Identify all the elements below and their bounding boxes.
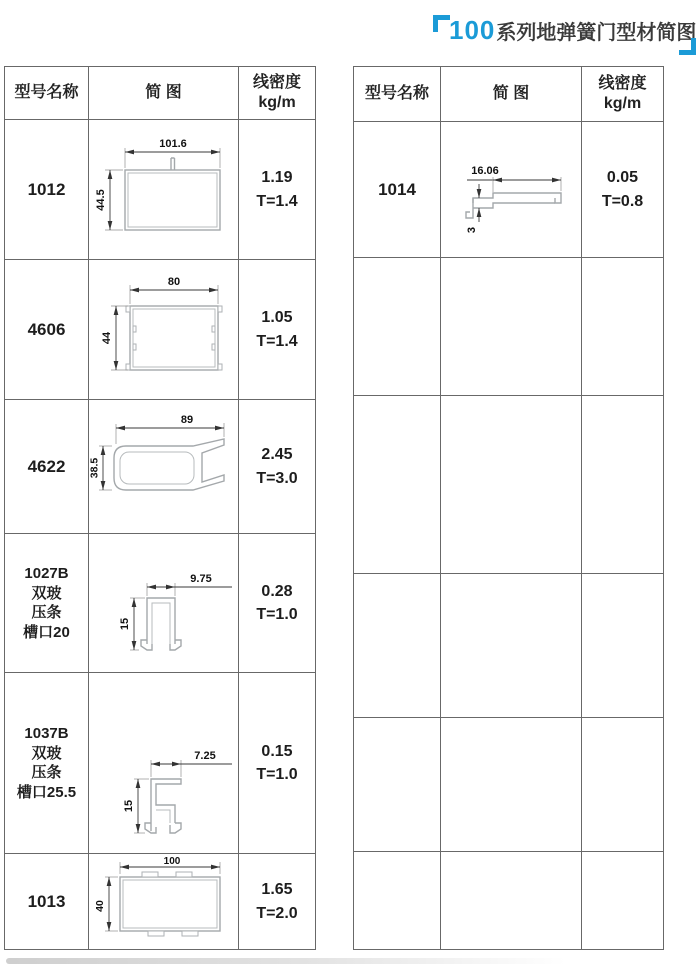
profile-1012-diagram (89, 120, 238, 259)
right-header-diagram: 简 图 (441, 67, 582, 122)
model-cell-1014: 1014 (354, 122, 441, 258)
dim-height-label: 3 (466, 226, 478, 234)
empty-density-cell (582, 718, 664, 852)
title-series-number: 100 (449, 15, 496, 45)
density-cell-1012: 1.19 T=1.4 (239, 120, 316, 260)
density-cell-4606: 1.05 T=1.4 (239, 260, 316, 400)
left-header-density: 线密度 kg/m (239, 67, 316, 120)
dim-width-label: 7.25 (194, 750, 216, 762)
title-bracket-close-icon (679, 38, 696, 55)
right-header-density: 线密度 kg/m (582, 67, 664, 122)
density-cell-1027B: 0.28 T=1.0 (239, 534, 316, 673)
dim-width-label: 80 (167, 276, 181, 288)
empty-diagram-cell (441, 396, 582, 574)
empty-density-cell (582, 396, 664, 574)
diagram-cell-1027B (89, 534, 239, 673)
empty-diagram-cell (441, 258, 582, 396)
model-cell-4622: 4622 (5, 400, 89, 534)
empty-model-cell (354, 852, 441, 950)
density-cell-1013: 1.65 T=2.0 (239, 854, 316, 950)
model-cell-4606: 4606 (5, 260, 89, 400)
profile-1014-diagram (441, 122, 581, 257)
dim-width-label: 9.75 (190, 573, 212, 585)
empty-model-cell (354, 574, 441, 718)
dim-width-label: 89 (180, 414, 194, 426)
left-profile-table (4, 66, 316, 950)
empty-diagram-cell (441, 718, 582, 852)
right-header-model: 型号名称 (354, 67, 441, 122)
dim-height-label: 15 (119, 617, 131, 631)
empty-model-cell (354, 718, 441, 852)
model-cell-1027B: 1027B 双玻 压条 槽口20 (5, 534, 89, 673)
page-title (433, 15, 696, 53)
dim-height-label: 44 (101, 331, 113, 345)
profile-4606-diagram (89, 260, 238, 399)
dim-height-label: 40 (94, 900, 106, 912)
empty-density-cell (582, 852, 664, 950)
profile-1013-diagram (89, 854, 238, 949)
profile-1027B-diagram (89, 534, 238, 672)
density-cell-1014: 0.05 T=0.8 (582, 122, 664, 258)
dim-height-label: 44.5 (95, 189, 107, 211)
left-header-diagram: 简 图 (89, 67, 239, 120)
empty-diagram-cell (441, 574, 582, 718)
empty-model-cell (354, 258, 441, 396)
profile-1037B-diagram (89, 673, 238, 853)
diagram-cell-1037B (89, 673, 239, 854)
diagram-cell-1013 (89, 854, 239, 950)
model-cell-1012: 1012 (5, 120, 89, 260)
model-cell-1037B: 1037B 双玻 压条 槽口25.5 (5, 673, 89, 854)
diagram-cell-4622 (89, 400, 239, 534)
dim-width-label: 101.6 (159, 138, 187, 150)
diagram-cell-1012 (89, 120, 239, 260)
dim-height-label: 15 (123, 799, 135, 813)
diagram-cell-4606 (89, 260, 239, 400)
title-label: 系列地弹簧门型材简图 (496, 22, 697, 44)
empty-model-cell (354, 396, 441, 574)
diagram-cell-1014 (441, 122, 582, 258)
dim-height-label: 38.5 (89, 457, 101, 479)
title-bracket-open-icon (433, 15, 450, 32)
dim-width-label: 16.06 (471, 165, 499, 177)
left-header-model: 型号名称 (5, 67, 89, 120)
empty-density-cell (582, 574, 664, 718)
dim-width-label: 100 (163, 856, 181, 867)
profile-4622-diagram (89, 400, 238, 533)
right-profile-table (353, 66, 664, 950)
empty-diagram-cell (441, 852, 582, 950)
page-edge-shadow (6, 958, 566, 964)
empty-density-cell (582, 258, 664, 396)
density-cell-4622: 2.45 T=3.0 (239, 400, 316, 534)
model-cell-1013: 1013 (5, 854, 89, 950)
density-cell-1037B: 0.15 T=1.0 (239, 673, 316, 854)
